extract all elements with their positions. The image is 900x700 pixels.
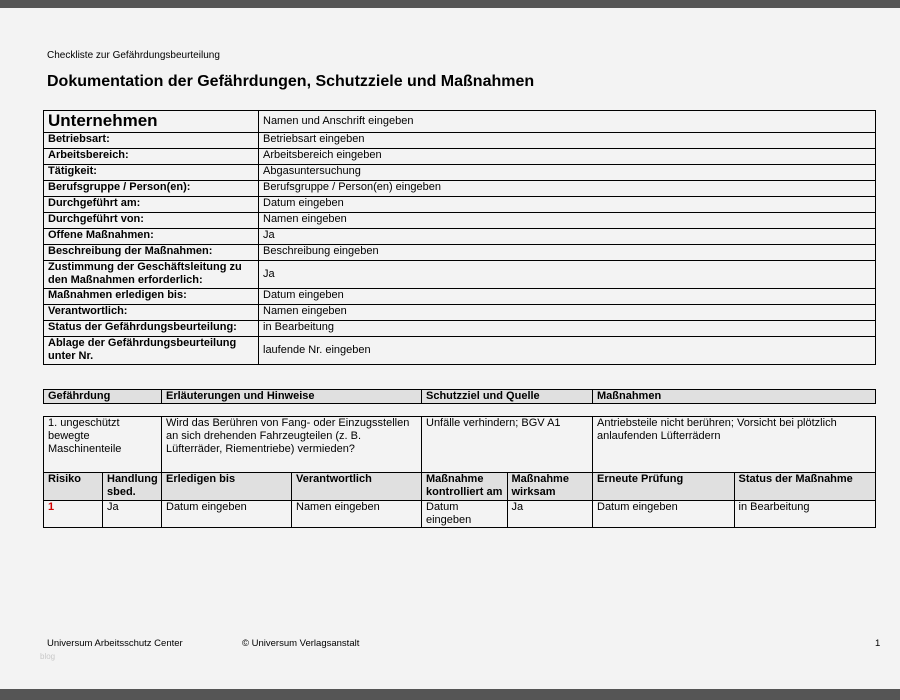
- info-row: [44, 213, 876, 229]
- hazard-massnahmen[interactable]: Antriebsteile nicht berühren; Vorsicht bei plötzlich anlaufenden Lüfterrädern: [593, 417, 876, 473]
- bottom-border-bar: [0, 689, 900, 700]
- field-label: Ablage der Gefährdungsbeurteilung unter Nr.: [44, 337, 259, 365]
- info-row: [44, 181, 876, 197]
- page-number: 1: [875, 638, 881, 649]
- value-status[interactable]: in Bearbeitung: [734, 501, 876, 528]
- field-value[interactable]: Datum eingeben: [259, 197, 876, 213]
- subheader-risiko: Risiko: [44, 473, 103, 501]
- hazard-subheader-row: [44, 473, 876, 501]
- field-label: Betriebsart:: [44, 133, 259, 149]
- info-row: [44, 149, 876, 165]
- field-label: Arbeitsbereich:: [44, 149, 259, 165]
- info-table: [43, 110, 876, 365]
- field-label: Tätigkeit:: [44, 165, 259, 181]
- value-verantwortlich[interactable]: Namen eingeben: [292, 501, 422, 528]
- footer-center: © Universum Verlagsanstalt: [242, 638, 360, 649]
- subheader-wirksam: Maßnahme wirksam: [507, 473, 593, 501]
- value-pruefung[interactable]: Datum eingeben: [593, 501, 735, 528]
- hazard-values-row: [44, 501, 876, 528]
- subheader-status: Status der Maßnahme: [734, 473, 876, 501]
- info-row: [44, 305, 876, 321]
- watermark: blog: [40, 652, 56, 661]
- field-label: Durchgeführt von:: [44, 213, 259, 229]
- document-subtitle: Checkliste zur Gefährdungsbeurteilung: [47, 50, 220, 61]
- value-handlung[interactable]: Ja: [103, 501, 162, 528]
- field-value[interactable]: in Bearbeitung: [259, 321, 876, 337]
- value-kontrolliert[interactable]: Datum eingeben: [422, 501, 508, 528]
- footer-left: Universum Arbeitsschutz Center: [47, 638, 183, 649]
- field-value[interactable]: Datum eingeben: [259, 289, 876, 305]
- subheader-handlung: Handlung sbed.: [103, 473, 162, 501]
- field-value[interactable]: Namen eingeben: [259, 213, 876, 229]
- field-label: Berufsgruppe / Person(en):: [44, 181, 259, 197]
- info-row: [44, 321, 876, 337]
- field-value[interactable]: Betriebsart eingeben: [259, 133, 876, 149]
- field-label: Beschreibung der Maßnahmen:: [44, 245, 259, 261]
- hazard-gefaehrdung[interactable]: 1. ungeschützt bewegte Maschinenteile: [44, 417, 162, 473]
- column-header-gefaehrdung: Gefährdung: [44, 390, 162, 404]
- value-wirksam[interactable]: Ja: [507, 501, 593, 528]
- field-value[interactable]: Ja: [259, 229, 876, 245]
- field-label: Offene Maßnahmen:: [44, 229, 259, 245]
- company-label: Unternehmen: [44, 111, 259, 133]
- field-label: Verantwortlich:: [44, 305, 259, 321]
- field-value[interactable]: Arbeitsbereich eingeben: [259, 149, 876, 165]
- info-row: [44, 289, 876, 305]
- hazard-schutzziel[interactable]: Unfälle verhindern; BGV A1: [422, 417, 593, 473]
- info-row: [44, 229, 876, 245]
- field-value[interactable]: Abgasuntersuchung: [259, 165, 876, 181]
- column-header-erlaeuterungen: Erläuterungen und Hinweise: [162, 390, 422, 404]
- info-row: [44, 165, 876, 181]
- subheader-erledigen: Erledigen bis: [162, 473, 292, 501]
- hazard-table: [43, 416, 876, 528]
- value-risiko[interactable]: 1: [44, 501, 103, 528]
- info-row: [44, 197, 876, 213]
- column-header-massnahmen: Maßnahmen: [593, 390, 876, 404]
- field-value[interactable]: Beschreibung eingeben: [259, 245, 876, 261]
- hazard-header-table: [43, 389, 876, 404]
- info-row: [44, 245, 876, 261]
- hazard-erlaeuterung[interactable]: Wird das Berühren von Fang- oder Einzugsstellen an sich drehenden Fahrzeugteilen (z. B. Lüfterräder, Riementriebe) vermieden?: [162, 417, 422, 473]
- column-header-schutzziel: Schutzziel und Quelle: [422, 390, 593, 404]
- info-row-company: [44, 111, 876, 133]
- company-value[interactable]: Namen und Anschrift eingeben: [259, 111, 876, 133]
- info-row: [44, 337, 876, 365]
- top-border-bar: [0, 0, 900, 8]
- info-row: [44, 261, 876, 289]
- document-title: Dokumentation der Gefährdungen, Schutzziele und Maßnahmen: [47, 73, 535, 90]
- value-erledigen[interactable]: Datum eingeben: [162, 501, 292, 528]
- field-label: Maßnahmen erledigen bis:: [44, 289, 259, 305]
- subheader-pruefung: Erneute Prüfung: [593, 473, 735, 501]
- hazard-header-row: [44, 390, 876, 404]
- subheader-verantwortlich: Verantwortlich: [292, 473, 422, 501]
- field-label: Zustimmung der Geschäftsleitung zu den Maßnahmen erforderlich:: [44, 261, 259, 289]
- field-value[interactable]: Ja: [259, 261, 876, 289]
- field-value[interactable]: laufende Nr. eingeben: [259, 337, 876, 365]
- field-label: Durchgeführt am:: [44, 197, 259, 213]
- field-value[interactable]: Namen eingeben: [259, 305, 876, 321]
- field-value[interactable]: Berufsgruppe / Person(en) eingeben: [259, 181, 876, 197]
- hazard-row: [44, 417, 876, 473]
- field-label: Status der Gefährdungsbeurteilung:: [44, 321, 259, 337]
- subheader-kontrolliert: Maßnahme kontrolliert am: [422, 473, 508, 501]
- info-row: [44, 133, 876, 149]
